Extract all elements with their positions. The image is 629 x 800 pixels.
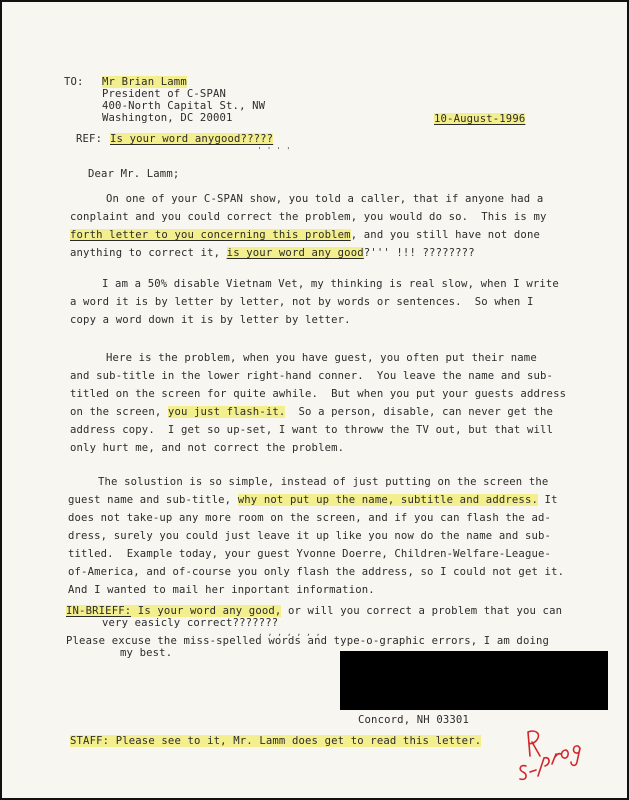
staff-line [70, 735, 481, 747]
p4-line-3: does not take-up any more room on the screen, and if you can flash the ad- [68, 512, 552, 524]
p3-line-6: only hurt me, and not correct the problem. [70, 442, 345, 454]
handwritten-r-stroke [528, 731, 540, 756]
p3-line-5: address copy. I get so up-set, I want to throww the TV out, but that will [70, 424, 554, 436]
p2-line-3: copy a word down it is by letter by letter. [70, 314, 351, 326]
p1-line-4-post: ?''' !!! ???????? [363, 247, 475, 259]
p4-line-2 [68, 494, 558, 506]
recipient-street: 400-North Capital St., NW [102, 100, 266, 112]
handwritten-p-stroke [538, 758, 549, 776]
brief-rest: or will you correct a problem that you can [281, 605, 563, 617]
p3-line-4-post: So a person, disable, can never get the [285, 406, 554, 418]
excuse-line-1: Please excuse the miss-spelled words and type-o-graphic errors, I am doing [66, 635, 550, 647]
handwritten-dash-stroke [530, 770, 536, 772]
to-label: TO: [64, 76, 84, 88]
p3-line-1: Here is the problem, when you have guest, you often put their name [106, 352, 537, 364]
p3-highlight: you just flash-it. [167, 406, 286, 418]
ref-label: REF: [76, 133, 103, 145]
brief-label: IN-BRIEFF: [66, 605, 132, 617]
p1-line-4-pre: anything to correct it, [70, 247, 227, 259]
brief-line-1 [66, 605, 562, 617]
brief-tick-marks: , , , , , , , [258, 628, 321, 637]
p1-line-2: conplaint and you could correct the problem, you would do so. This is my [70, 211, 547, 223]
recipient-city: Washington, DC 20001 [102, 112, 233, 124]
p1-line-3 [70, 229, 540, 241]
p4-line-7: And I wanted to mail her inportant information. [68, 584, 375, 596]
salutation: Dear Mr. Lamm; [88, 168, 180, 180]
p4-line-4: dress, surely you could just leave it up like you now do the name and sub- [68, 530, 552, 542]
p2-line-2: a word it is by letter by letter, not by words or sentences. So when I [70, 296, 534, 308]
p1-highlight-2: is your word any good [226, 247, 364, 259]
p4-highlight: why not put up the name, subtitle and address. [237, 494, 539, 506]
p3-line-4-pre: on the screen, [70, 406, 168, 418]
p2-line-1: I am a 50% disable Vietnam Vet, my thinking is real slow, when I write [102, 278, 559, 290]
excuse-line-2: my best. [120, 647, 173, 659]
recipient-name-highlight: Mr Brian Lamm [102, 76, 187, 88]
p4-line-2-post: It [538, 494, 558, 506]
letter-date [434, 113, 525, 125]
staff-label: STAFF: [70, 735, 110, 747]
p3-line-4 [70, 406, 553, 418]
p4-line-1: The solustion is so simple, instead of just putting on the screen the [98, 476, 549, 488]
date-highlight: 10-August-1996 [434, 113, 526, 125]
p4-line-5: titled. Example today, your guest Yvonne Doerre, Children-Welfare-League- [68, 548, 552, 560]
recipient-name [102, 76, 187, 88]
sender-city: Concord, NH 03301 [358, 714, 469, 726]
redaction-box [340, 651, 608, 710]
p1-highlight-1: forth letter to you concerning this problem [70, 229, 351, 241]
brief-highlight: Is your word any good, [131, 605, 282, 617]
ref-subject [110, 133, 273, 145]
p1-line-4 [70, 247, 475, 259]
handwritten-s-stroke [520, 766, 526, 780]
brief-line-2: very easicly correct??????? [102, 617, 279, 629]
p1-line-3-rest: , and you still have not done [350, 229, 541, 241]
p3-line-3: titled on the screen for quite awhile. But when you put your guests address [70, 388, 567, 400]
staff-text: Please see to it, Mr. Lamm does get to read this letter. [109, 735, 482, 747]
p1-line-1: On one of your C-SPAN show, you told a caller, that if anyone had a [106, 193, 544, 205]
p4-line-6: of-America, and of-course you only flash the address, so I could not get it. [68, 566, 565, 578]
ref-tick-marks: ' ' ' ' [257, 146, 291, 155]
handwritten-annotation [514, 726, 600, 786]
handwritten-g-stroke [571, 746, 580, 765]
p3-line-2: and sub-title in the lower right-hand conner. You leave the name and sub- [70, 370, 554, 382]
handwritten-r2-stroke [552, 754, 561, 764]
handwritten-o-stroke [562, 750, 569, 758]
p4-line-2-pre: guest name and sub-title, [68, 494, 238, 506]
ref-highlight: Is your word anygood????? [110, 133, 274, 145]
recipient-title: President of C-SPAN [102, 88, 227, 100]
